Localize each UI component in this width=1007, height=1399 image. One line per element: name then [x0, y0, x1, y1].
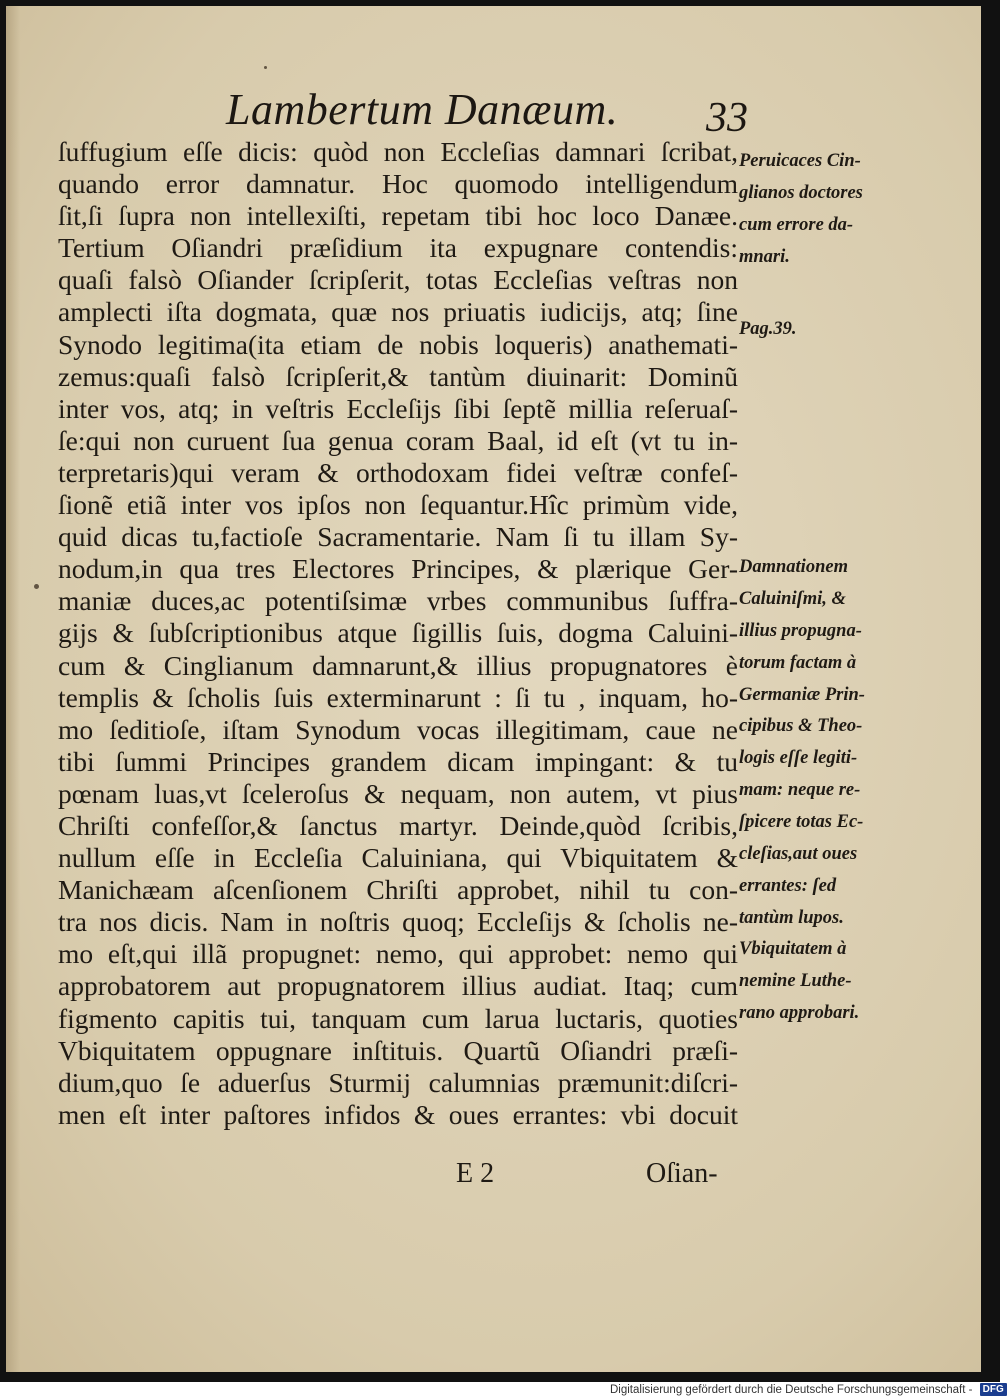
- text-line: tibi ſummi Principes grandem dicam impingant: & tu: [58, 745, 738, 777]
- ink-speck: [264, 66, 267, 69]
- ink-speck: [34, 584, 39, 589]
- marginal-note-line: mnari.: [739, 246, 790, 267]
- marginal-note-line: errantes: ſed: [739, 875, 837, 896]
- book-page: [6, 6, 981, 1372]
- marginal-note-line: Peruicaces Cin-: [739, 151, 861, 171]
- marginal-note: [739, 552, 979, 935]
- text-line: cum & Cinglianum damnarunt,& illius propugnatores è: [58, 649, 738, 681]
- text-line: ſit,ſi ſupra non intellexiſti, repetam tibi hoc loco Danæe.: [58, 200, 738, 232]
- text-line: ſionẽ etiã inter vos ipſos non ſequantur.Hîc primùm vide,: [58, 489, 738, 521]
- text-line: terpretaris)qui veram & orthodoxam fidei veſtræ confeſ-: [58, 456, 738, 488]
- marginal-note-line: Germaniæ Prin-: [739, 684, 865, 705]
- text-line: Synodo legitima(ita etiam de nobis loqueris) anathemati-: [58, 328, 738, 360]
- marginal-note-line: cum errore da-: [739, 214, 854, 235]
- text-line: ſe:qui non curuent ſua genua coram Baal, id eſt (vt tu in-: [58, 424, 738, 456]
- marginal-note-line: ſpicere totas Ec-: [739, 812, 864, 833]
- text-line: amplecti iſta dogmata, quæ nos priuatis iudicijs, atq; ſine: [58, 296, 738, 328]
- marginal-note-line: Vbiquitatem à: [739, 939, 847, 959]
- digitization-credit: [610, 1382, 1007, 1399]
- page-gutter-shadow: [6, 6, 20, 1372]
- text-line: mo eſt,qui illã propugnet: nemo, qui approbet: nemo qui: [58, 938, 738, 970]
- marginal-note-line: mam: neque re-: [739, 780, 861, 801]
- dfg-logo: DFG: [980, 1383, 1007, 1396]
- text-line: nullum eſſe in Eccleſia Caluiniana, qui Vbiquitatem &: [58, 842, 738, 874]
- page-number: 33: [706, 95, 748, 141]
- text-line: Tertium Oſiandri præſidium ita expugnare contendis:: [58, 232, 738, 264]
- marginal-note-line: Pag.39.: [739, 319, 797, 339]
- text-line: quando error damnatur. Hoc quomodo intelligendum: [58, 168, 738, 200]
- marginal-note-line: cleſias,aut oues: [739, 844, 858, 865]
- text-line: nodum,in qua tres Electores Principes, & plærique Ger-: [58, 553, 738, 585]
- marginal-note-line: glianos doctores: [739, 182, 863, 203]
- marginal-note: [739, 934, 979, 1030]
- text-line: templis & ſcholis ſuis exterminarunt : ſi tu , inquam, ho-: [58, 681, 738, 713]
- marginal-note-line: tantùm lupos.: [739, 907, 844, 928]
- text-line: approbatorem aut propugnatorem illius audiat. Itaq; cum: [58, 970, 738, 1002]
- text-line: zemus:quaſi falsò ſcripſerit,& tantùm diuinarit: Dominũ: [58, 360, 738, 392]
- text-line: figmento capitis tui, tanquam cum larua luctaris, quoties: [58, 1002, 738, 1034]
- marginal-note-line: Damnationem: [739, 557, 848, 577]
- running-head: Lambertum Danæum.: [226, 85, 619, 134]
- catchword: Oſian-: [646, 1158, 718, 1189]
- text-line: Vbiquitatem oppugnare inſtituis. Quartũ Oſiandri præſi-: [58, 1034, 738, 1066]
- marginal-note-line: logis eſſe legiti-: [739, 748, 858, 769]
- text-line: maniæ duces,ac potentiſsimæ vrbes communibus ſuffra-: [58, 585, 738, 617]
- body-text: [58, 136, 738, 1131]
- marginal-note-line: rano approbari.: [739, 1002, 860, 1023]
- marginal-note: [739, 314, 979, 346]
- marginal-note-line: torum factam à: [739, 652, 857, 673]
- marginal-note-line: cipibus & Theo-: [739, 716, 863, 737]
- marginal-note-line: nemine Luthe-: [739, 970, 852, 991]
- text-line: inter vos, atq; in veſtris Eccleſijs ſibi ſeptẽ millia reſeruaſ-: [58, 392, 738, 424]
- text-line: quaſi falsò Oſiander ſcripſerit, totas Eccleſias veſtras non: [58, 264, 738, 296]
- text-line: tra nos dicis. Nam in noſtris quoq; Eccleſijs & ſcholis ne-: [58, 906, 738, 938]
- text-line: quid dicas tu,factioſe Sacramentarie. Nam ſi tu illam Sy-: [58, 521, 738, 553]
- text-line: dium,quo ſe aduerſus Sturmij calumnias præmunit:diſcri-: [58, 1066, 738, 1098]
- text-line: mo ſeditioſe, iſtam Synodum vocas illegitimam, caue ne: [58, 713, 738, 745]
- marginal-note-line: Caluiniſmi, &: [739, 588, 846, 609]
- text-line: gijs & ſubſcriptionibus atque ſigillis ſuis, dogma Caluini-: [58, 617, 738, 649]
- marginal-note: [739, 146, 979, 274]
- digitization-credit-text: Digitalisierung gefördert durch die Deutsche Forschungsgemeinschaft -: [610, 1384, 973, 1396]
- marginal-note-line: illius propugna-: [739, 620, 862, 641]
- printer-signature-mark: E 2: [456, 1158, 495, 1189]
- text-line: pœnam luas,vt ſceleroſus & nequam, non autem, vt pius: [58, 777, 738, 809]
- text-line: ſuffugium eſſe dicis: quòd non Eccleſias damnari ſcribat,: [58, 136, 738, 167]
- text-line: Manichæam aſcenſionem Chriſti approbet, nihil tu con-: [58, 874, 738, 906]
- text-line: Chriſti confeſſor,& ſanctus martyr. Deinde,quòd ſcribis,: [58, 809, 738, 841]
- text-line: men eſt inter paſtores infidos & oues errantes: vbi docuit: [58, 1098, 738, 1130]
